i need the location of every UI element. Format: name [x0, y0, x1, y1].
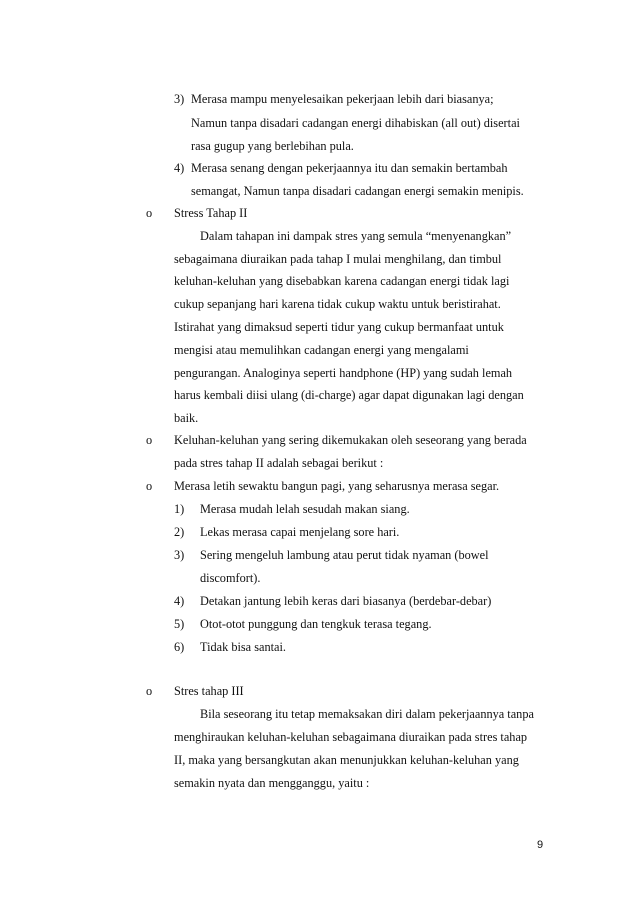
- list-item-text: Sering mengeluh lambung atau perut tidak nyaman (bowel: [200, 548, 489, 562]
- list-item-text: Namun tanpa disadari cadangan energi dihabiskan (all out) disertai: [191, 116, 520, 130]
- section-heading: Stress Tahap II: [174, 206, 248, 220]
- list-number: 3): [174, 92, 185, 106]
- bullet-icon: o: [146, 433, 153, 447]
- paragraph-line: pada stres tahap II adalah sebagai berikut :: [174, 456, 384, 470]
- paragraph-line: Keluhan-keluhan yang sering dikemukakan oleh seseorang yang berada: [174, 433, 527, 447]
- paragraph-line: keluhan-keluhan yang disebabkan karena cadangan energi tidak lagi: [174, 274, 510, 288]
- list-item-text: rasa gugup yang berlebihan pula.: [191, 139, 354, 153]
- list-number: 3): [174, 548, 185, 562]
- list-number: 1): [174, 502, 185, 516]
- paragraph-line: sebagaimana diuraikan pada tahap I mulai menghilang, dan timbul: [174, 252, 502, 266]
- list-item-text: Merasa mampu menyelesaikan pekerjaan lebih dari biasanya;: [191, 92, 494, 106]
- list-number: 4): [174, 161, 185, 175]
- list-item-text: Otot-otot punggung dan tengkuk terasa tegang.: [200, 617, 432, 631]
- list-item-text: Lekas merasa capai menjelang sore hari.: [200, 525, 400, 539]
- paragraph-line: semakin nyata dan mengganggu, yaitu :: [174, 776, 370, 790]
- list-item-text: discomfort).: [200, 571, 261, 585]
- paragraph-line: cukup sepanjang hari karena tidak cukup waktu untuk beristirahat.: [174, 297, 501, 311]
- paragraph-line: menghiraukan keluhan-keluhan sebagaimana diuraikan pada stres tahap: [174, 730, 528, 744]
- bullet-icon: o: [146, 206, 153, 220]
- list-item-text: Detakan jantung lebih keras dari biasanya (berdebar-debar): [200, 594, 492, 608]
- bullet-icon: o: [146, 684, 153, 698]
- list-item-text: Merasa senang dengan pekerjaannya itu dan semakin bertambah: [191, 161, 508, 175]
- paragraph-line: Bila seseorang itu tetap memaksakan diri dalam pekerjaannya tanpa: [200, 707, 534, 721]
- paragraph-line: Dalam tahapan ini dampak stres yang semula “menyenangkan”: [200, 229, 512, 243]
- list-number: 4): [174, 594, 185, 608]
- paragraph-line: II, maka yang bersangkutan akan menunjukkan keluhan-keluhan yang: [174, 753, 519, 767]
- paragraph-line: baik.: [174, 411, 199, 425]
- paragraph-line: Merasa letih sewaktu bangun pagi, yang seharusnya merasa segar.: [174, 479, 500, 493]
- list-number: 6): [174, 640, 185, 654]
- section-heading: Stres tahap III: [174, 684, 244, 698]
- list-number: 2): [174, 525, 185, 539]
- paragraph-line: mengisi atau memulihkan cadangan energi yang mengalami: [174, 343, 469, 357]
- paragraph-line: pengurangan. Analoginya seperti handphone (HP) yang sudah lemah: [174, 366, 513, 380]
- list-number: 5): [174, 617, 185, 631]
- bullet-icon: o: [146, 479, 153, 493]
- page-number: 9: [537, 839, 544, 851]
- paragraph-line: harus kembali diisi ulang (di-charge) agar dapat digunakan lagi dengan: [174, 388, 524, 402]
- paragraph-line: Istirahat yang dimaksud seperti tidur yang cukup bermanfaat untuk: [174, 320, 504, 334]
- list-item-text: Tidak bisa santai.: [200, 640, 286, 654]
- list-item-text: semangat, Namun tanpa disadari cadangan energi semakin menipis.: [191, 184, 524, 198]
- list-item-text: Merasa mudah lelah sesudah makan siang.: [200, 502, 410, 516]
